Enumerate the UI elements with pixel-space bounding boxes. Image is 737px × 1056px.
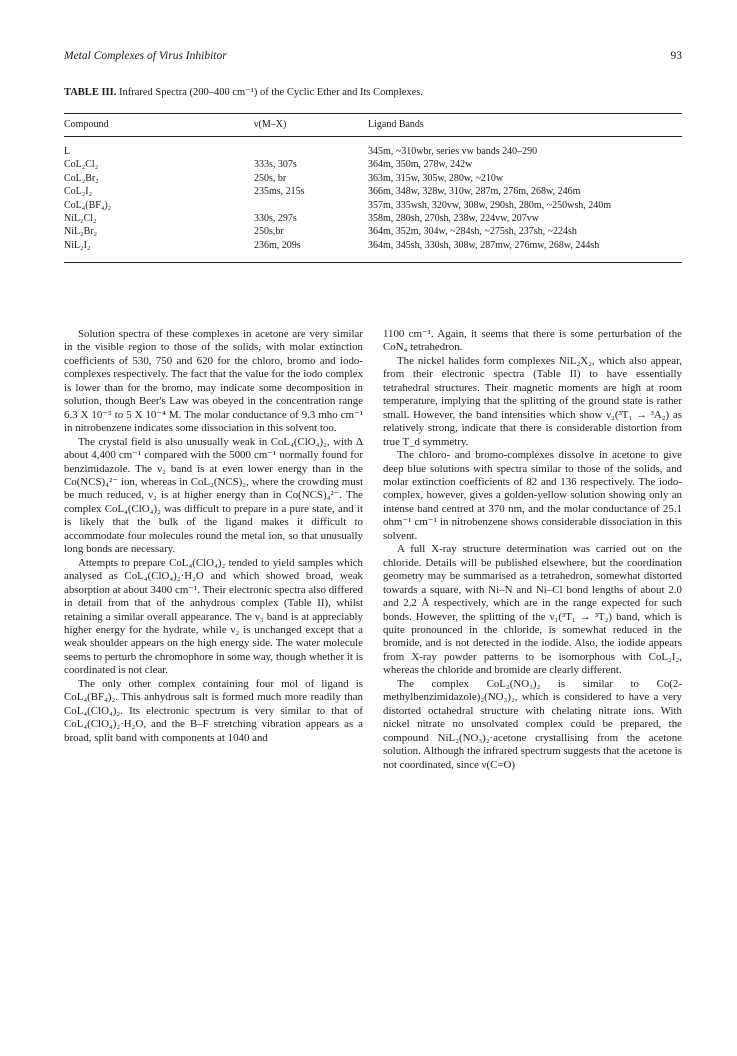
cell-mx: 330s, 297s: [254, 213, 297, 225]
table-row: [64, 185, 682, 198]
paragraph: A full X-ray structure determination was carried out on the chloride. Details will be published elsewhere, but the coordination geometry may be summarised as a tetrahedron, somewhat distorted towards a square, with Ni–N and Ni–Cl bond lengths of about 2.0 and 2.2 Å respectively, which are in the range expected for such bonds. However, the splitting of the ν₁(³T₁ → ³T₂) band, which is quite pronounced in the chloride, is somewhat reduced in the bromide, and is not detected in the iodide. Also, the iodide appears from X-ray powder patterns to be isomorphous with CoL₂I₂, whereas the chloride and bromide are clearly different.: [383, 543, 682, 677]
cell-mx: [254, 145, 368, 158]
table-row: [64, 239, 682, 263]
cell-compound: NiL₂Br₂: [64, 226, 98, 238]
cell-compound: L: [64, 146, 71, 157]
paragraph: The only other complex containing four mol of ligand is CoL₄(BF₄)₂. This anhydrous salt is formed much more readily than CoL₄(ClO₄)₂. Its electronic spectrum is very similar to that of CoL₄(ClO₄)₂·H₂O, and the B–F stretching vibration appears as a broad, split band with components at 1040 and: [64, 677, 363, 744]
column-header-ligand-bands: Ligand Bands: [368, 114, 682, 137]
cell-compound: CoL₄(BF₄)₂: [64, 199, 112, 211]
right-column: [383, 328, 682, 772]
infrared-spectra-table: [64, 113, 682, 263]
cell-mx: 236m, 209s: [254, 239, 368, 263]
table-row: [64, 199, 682, 212]
paragraph: Solution spectra of these complexes in acetone are very similar in the visible region to those of the solids, with molar extinction coefficients of 530, 750 and 620 for the chloro, bromo and iodo-complexes respectively. The fact that the value for the iodo complex is lower than for the bromo, may indicate some decomposition in solution, though Beer's Law was obeyed in the concentration range 6.3 X 10⁻⁵ to 5 X 10⁻⁴ M. The molar conductance of 9.3 mho cm⁻¹ in nitrobenzene indicates some dissociation in this solvent too.: [64, 328, 363, 435]
cell-mx: [254, 199, 368, 212]
table-row: [64, 225, 682, 238]
cell-ligand: 364m, 350m, 278w, 242w: [368, 159, 473, 171]
page-number: 93: [670, 50, 682, 62]
table-caption-text: Infrared Spectra (200–400 cm⁻¹) of the Cyclic Ether and Its Complexes.: [118, 87, 424, 98]
body-text: [64, 328, 682, 772]
paragraph: Attempts to prepare CoL₄(ClO₄)₂ tended to yield samples which analysed as CoL₄(ClO₄)₂·H₂O and which showed broad, weak absorption at about 3400 cm⁻¹. Their electronic spectra also differed in detail from that of the anhydrous complex (Table II), whilst retaining a similar overall appearance. The ν₃ band is at appreciably higher energy for the hydrate, while ν₂ is unchanged except that a weak shoulder appears on the high energy side. The water molecule seems to perturb the chromophore in some way, though whether it is coordinated is not clear.: [64, 556, 363, 677]
cell-ligand: 345m, ~310wbr, series vw bands 240–290: [368, 146, 538, 157]
cell-compound: CoL₂Br₂: [64, 172, 99, 184]
running-title: Metal Complexes of Virus Inhibitor: [64, 50, 227, 62]
cell-mx: 235ms, 215s: [254, 186, 305, 198]
table-row: [64, 145, 682, 158]
paragraph: 1100 cm⁻¹. Again, it seems that there is some perturbation of the CoN₄ tetrahedron.: [383, 328, 682, 354]
page: [64, 50, 682, 263]
table-caption: [64, 86, 682, 99]
cell-ligand: 366m, 348w, 328w, 310w, 287m, 276m, 268w, 246m: [368, 186, 581, 198]
cell-compound: CoL₂I₂: [64, 186, 93, 198]
table-row: [64, 158, 682, 171]
cell-mx: 250s,br: [254, 226, 284, 238]
cell-ligand: 364m, 352m, 304w, ~284sh, ~275sh, 237sh, ~224sh: [368, 226, 577, 238]
column-header-compound: Compound: [64, 114, 254, 137]
paragraph: The nickel halides form complexes NiL₂X₂, which also appear, from their electronic spectra (Table II) to have essentially tetrahedral structures. Their magnetic moments are high at room temperature, implying that the splitting of the ground state is rather small. However, the band intensities which show ν₂(³T₁ → ³A₂) as relatively strong, indicate that there is considerable distortion from true T_d symmetry.: [383, 354, 682, 448]
cell-mx: 333s, 307s: [254, 159, 297, 171]
cell-compound: NiL₂Cl₂: [64, 213, 97, 225]
table-label: TABLE III.: [64, 87, 117, 98]
paragraph: The chloro- and bromo-complexes dissolve in acetone to give deep blue solutions with spectra similar to those of the solids, and molar extinction coefficients of 82 and 136 respectively. The iodo-complex, however, gives a golden-yellow solution showing only an intense band centred at 370 nm, and the molar conductance of 25.1 ohm⁻¹ cm⁻¹ in nitrobenzene shows considerable dissociation in this solvent.: [383, 449, 682, 542]
cell-ligand: 357m, 335wsh, 320vw, 308w, 290sh, 280m, ~250wsh, 240m: [368, 199, 612, 211]
cell-ligand: 363m, 315w, 305w, 280w, ~210w: [368, 172, 504, 184]
paragraph: The crystal field is also unusually weak in CoL₄(ClO₄)₂, with Δ about 4,400 cm⁻¹ compared with the 5000 cm⁻¹ normally found for benzimidazole. The ν₂ band is at even lower energy than in the Co(NCS)₄²⁻ ion, whereas in CoL₂(NCS)₂, where the crowding must be much reduced, ν₂ is at higher energy than in Co(NCS)₄²⁻. The complex CoL₄(ClO₄)₂ was difficult to prepare in a pure state, and it is likely that the bulk of the ligand makes it difficult to accommodate four molecules round the metal ion, so that unusually long bonds are necessary.: [64, 435, 363, 556]
column-header-mx: ν(M–X): [254, 114, 368, 137]
left-column: [64, 328, 363, 772]
cell-ligand: 358m, 280sh, 270sh, 238w, 224vw, 207vw: [368, 213, 539, 225]
cell-mx: 250s, br: [254, 172, 287, 184]
cell-compound: CoL₂Cl₂: [64, 159, 99, 171]
table-row: [64, 172, 682, 185]
table-row: [64, 212, 682, 225]
cell-ligand: 364m, 345sh, 330sh, 308w, 287mw, 276mw, 268w, 244sh: [368, 239, 682, 263]
cell-compound: NiL₂I₂: [64, 239, 254, 263]
paragraph: The complex CoL₂(NO₃)₂ is similar to Co(2-methylbenzimidazole)₂(NO₃)₂, which is considered to have a very distorted octahedral structure with chelating nitrate ions. With nickel nitrate no unsolvated complex could be prepared, the compound NiL₂(NO₃)₂·acetone crystallising from the acetone solution. Although the infrared spectrum suggests that the acetone is not coordinated, since ν(C=O): [383, 677, 682, 771]
running-header: [64, 50, 682, 68]
